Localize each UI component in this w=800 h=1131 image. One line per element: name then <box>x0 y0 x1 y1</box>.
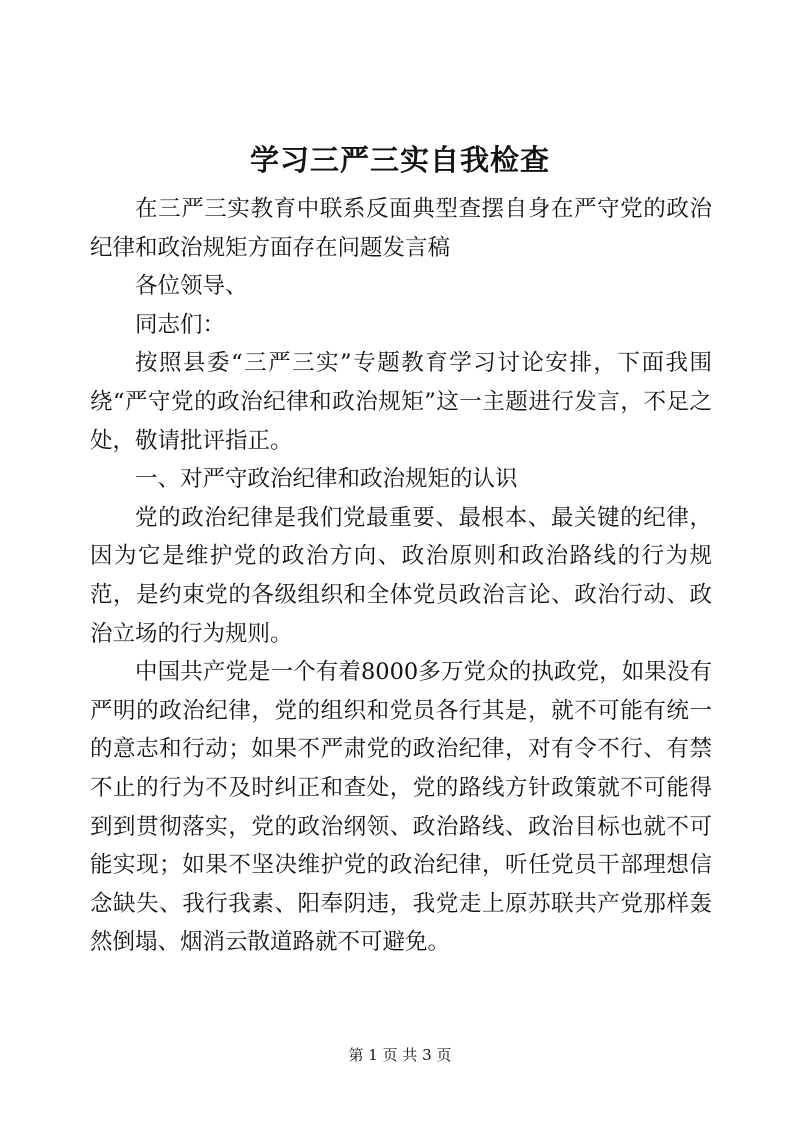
paragraph-discipline-importance: 中国共产党是一个有着8000多万党众的执政党，如果没有严明的政治纪律，党的组织和党员各行其是，就不可能有统一的意志和行动；如果不严肃党的政治纪律，对有令不行、有禁不止的行为不及时纠正和查处，党的路线方针政策就不可能得到到贯彻落实，党的政治纲领、政治路线、政治目标也就不可能实现；如果不坚决维护党的政治纪律，听任党员干部理想信念缺失、我行我素、阳奉阴违，我党走上原苏联共产党那样轰然倒塌、烟消云散道路就不可避免。 <box>90 659 712 956</box>
section-heading-1: 一、对严守政治纪律和政治规矩的认识 <box>135 466 518 493</box>
document-body <box>90 190 712 962</box>
paragraph-discipline-definition: 党的政治纪律是我们党最重要、最根本、最关键的纪律，因为它是维护党的政治方向、政治原则和政治路线的行为规范，是约束党的各级组织和全体党员政治言论、政治行动、政治立场的行为规则。 <box>90 504 712 647</box>
paragraph-subtitle: 在三严三实教育中联系反面典型查摆自身在严守党的政治纪律和政治规矩方面存在问题发言稿 <box>90 196 712 261</box>
paragraph-salutation-leaders: 各位领导、 <box>135 273 248 300</box>
page-title: 学习三严三实自我检查 <box>249 143 550 177</box>
paragraph-intro: 按照县委“三严三实”专题教育学习讨论安排，下面我围绕“严守党的政治纪律和政治规矩”这一主题进行发言，不足之处，敬请批评指正。 <box>90 350 712 454</box>
paragraph-salutation-comrades: 同志们： <box>135 311 226 338</box>
page-footer: 第 1 页 共 3 页 <box>348 1046 452 1064</box>
